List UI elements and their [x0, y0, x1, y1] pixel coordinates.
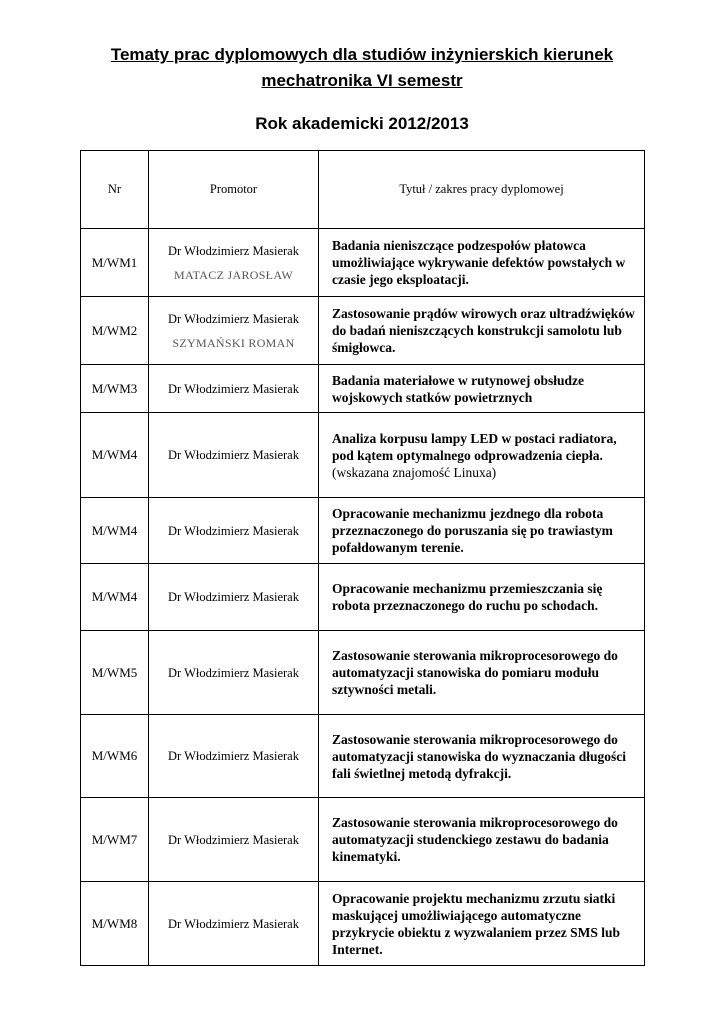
row-nr: M/WM4 [81, 498, 149, 564]
table-row [81, 498, 645, 564]
topic-text: Zastosowanie sterowania mikroprocesorowego do automatyzacji stanowiska do pomiaru modułu sztywności metali. [332, 648, 618, 697]
row-topic [319, 413, 645, 498]
promotor-name: Dr Włodzimierz Masierak [168, 590, 299, 604]
topic-note: (wskazana znajomość Linuxa) [332, 464, 497, 480]
promotor-name: Dr Włodzimierz Masierak [168, 311, 299, 326]
student-name: SZYMAŃSKI ROMAN [172, 335, 295, 350]
topic-text: Opracowanie projektu mechanizmu zrzutu siatki maskującej umożliwiającego automatyczne przykrycie obiektu z wyzwalaniem przez SMS lub Internet. [332, 890, 620, 957]
row-promotor [149, 798, 319, 882]
row-nr: M/WM5 [81, 631, 149, 715]
table-row [81, 365, 645, 413]
row-promotor [149, 413, 319, 498]
row-topic [319, 882, 645, 966]
row-topic [319, 798, 645, 882]
row-topic [319, 498, 645, 564]
topic-text: Badania nieniszczące podzespołów płatowca umożliwiające wykrywanie defektów powstałych w czasie jego eksploatacji. [332, 238, 626, 287]
row-nr: M/WM8 [81, 882, 149, 966]
table-row [81, 564, 645, 631]
row-promotor [149, 882, 319, 966]
table-row [81, 229, 645, 297]
promotor-name: Dr Włodzimierz Masierak [168, 665, 299, 680]
row-topic [319, 365, 645, 413]
promotor-name: Dr Włodzimierz Masierak [168, 243, 299, 258]
table-row [81, 882, 645, 966]
row-nr: M/WM3 [81, 365, 149, 413]
row-topic [319, 715, 645, 798]
row-promotor [149, 365, 319, 413]
promotor-name: Dr Włodzimierz Masierak [168, 448, 299, 462]
row-promotor [149, 498, 319, 564]
topic-text: Zastosowanie sterowania mikroprocesorowego do automatyzacji stanowiska do wyznaczania długości fali świetlnej metodą dyfrakcji. [332, 731, 627, 781]
row-promotor [149, 564, 319, 631]
table-row [81, 715, 645, 798]
promotor-name: Dr Włodzimierz Masierak [168, 523, 299, 538]
student-name: MATACZ JAROSŁAW [174, 267, 293, 282]
row-nr: M/WM4 [81, 564, 149, 631]
document-title [0, 42, 724, 94]
row-nr: M/WM2 [81, 297, 149, 365]
row-nr: M/WM6 [81, 715, 149, 798]
column-header-topic: Tytuł / zakres pracy dyplomowej [319, 151, 645, 229]
table-row [81, 297, 645, 365]
topic-text: Analiza korpusu lampy LED w postaci radiatora, pod kątem optymalnego odprowadzenia ciepła. [332, 430, 617, 463]
topic-text: Opracowanie mechanizmu przemieszczania się robota przeznaczonego do ruchu po schodach. [332, 581, 603, 613]
column-header-nr: Nr [81, 151, 149, 229]
row-topic [319, 229, 645, 297]
academic-year: Rok akademicki 2012/2013 [255, 114, 469, 133]
row-promotor [149, 631, 319, 715]
table-header-row [81, 151, 645, 229]
row-nr: M/WM4 [81, 413, 149, 498]
row-topic [319, 631, 645, 715]
topic-text: Zastosowanie prądów wirowych oraz ultradźwięków do badań nieniszczących konstrukcji samolotu lub śmigłowca. [332, 306, 635, 355]
table-row [81, 413, 645, 498]
topic-text: Zastosowanie sterowania mikroprocesorowego do automatyzacji studenckiego zestawu do badania kinematyki. [332, 815, 618, 864]
table-row [81, 631, 645, 715]
table-row [81, 798, 645, 882]
column-header-promotor: Promotor [149, 151, 319, 229]
row-topic [319, 297, 645, 365]
title-line-1: Tematy prac dyplomowych dla studiów inżynierskich kierunek [110, 45, 614, 64]
topic-text: Opracowanie mechanizmu jezdnego dla robota przeznaczonego do poruszania się po trawiastym pofałdowanym terenie. [332, 506, 613, 555]
row-promotor [149, 715, 319, 798]
topic-text: Badania materiałowe w rutynowej obsłudze wojskowych statków powietrznych [332, 372, 584, 405]
title-line-2: mechatronika VI semestr [261, 71, 463, 90]
row-nr: M/WM7 [81, 798, 149, 882]
row-topic [319, 564, 645, 631]
topics-table [80, 150, 645, 966]
promotor-name: Dr Włodzimierz Masierak [168, 749, 299, 763]
row-promotor [149, 229, 319, 297]
promotor-name: Dr Włodzimierz Masierak [168, 832, 299, 847]
promotor-name: Dr Włodzimierz Masierak [168, 916, 299, 931]
row-promotor [149, 297, 319, 365]
promotor-name: Dr Włodzimierz Masierak [168, 381, 299, 396]
row-nr: M/WM1 [81, 229, 149, 297]
